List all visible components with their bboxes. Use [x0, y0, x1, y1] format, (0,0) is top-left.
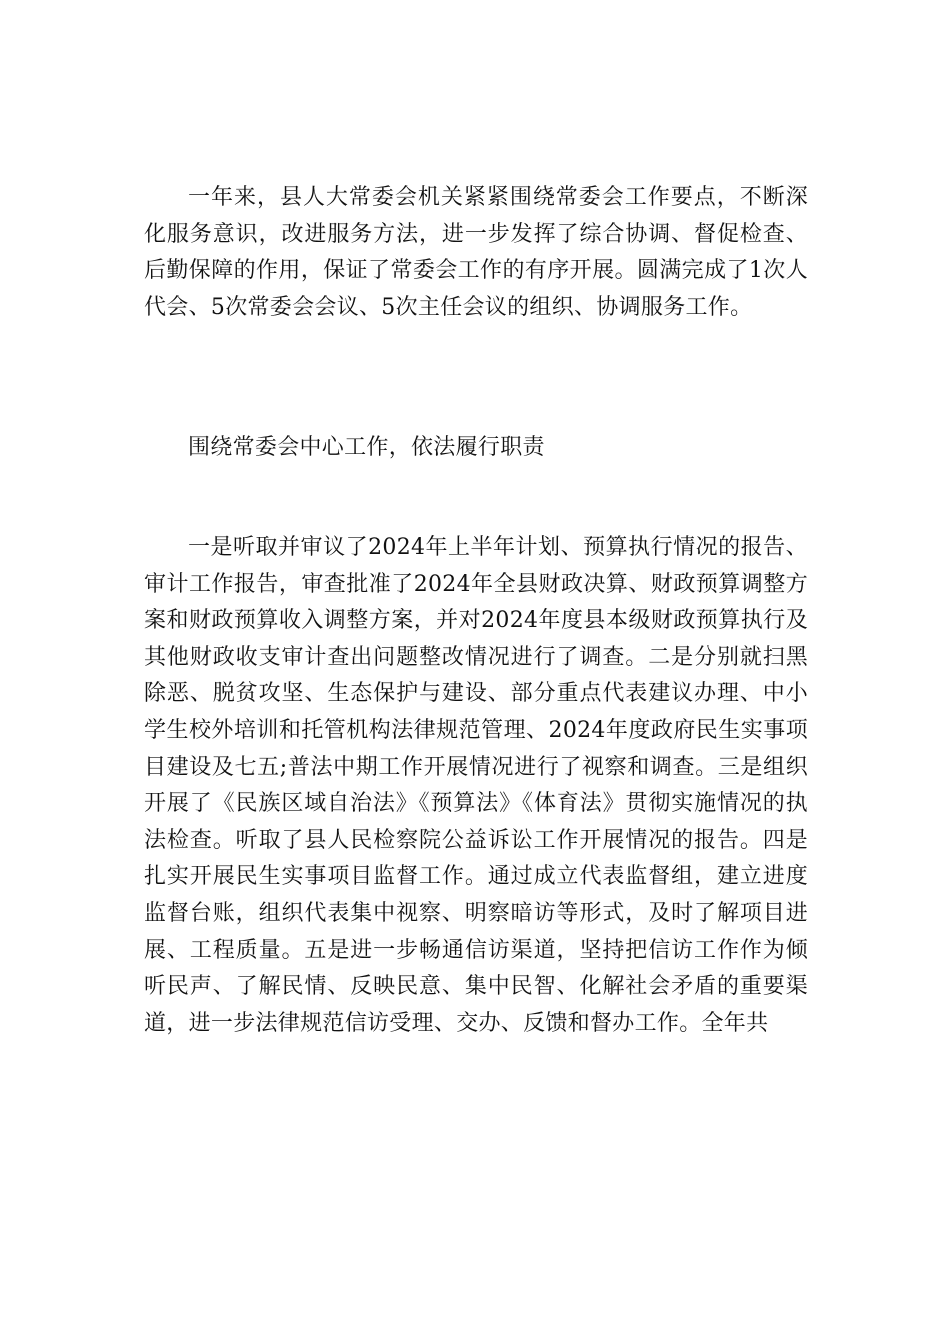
- paragraph-body: 一是听取并审议了2024年上半年计划、预算执行情况的报告、审计工作报告，审查批准了2024年全县财政决算、财政预算调整方案和财政预算收入调整方案，并对2024年度县本级财政预算执行及其他财政收支审计查出问题整改情况进行了调查。二是分别就扫黑除恶、脱贫攻坚、生态保护与建设、部分重点代表建议办理、中小学生校外培训和托管机构法律规范管理、2024年度政府民生实事项目建设及七五;普法中期工作开展情况进行了视察和调查。三是组织开展了《民族区域自治法》《预算法》《体育法》贯彻实施情况的执法检查。听取了县人民检察院公益诉讼工作开展情况的报告。四是扎实开展民生实事项目监督工作。通过成立代表监督组，建立进度监督台账，组织代表集中视察、明察暗访等形式，及时了解项目进展、工程质量。五是进一步畅通信访渠道，坚持把信访工作作为倾听民声、了解民情、反映民意、集中民智、化解社会矛盾的重要渠道，进一步法律规范信访受理、交办、反馈和督办工作。全年共: [144, 535, 808, 1036]
- paragraph-intro: 一年来，县人大常委会机关紧紧围绕常委会工作要点，不断深化服务意识，改进服务方法，进一步发挥了综合协调、督促检查、后勤保障的作用，保证了常委会工作的有序开展。圆满完成了1次人代会、5次常委会会议、5次主任会议的组织、协调服务工作。: [144, 185, 808, 320]
- section-heading: 围绕常委会中心工作，依法履行职责: [188, 435, 545, 460]
